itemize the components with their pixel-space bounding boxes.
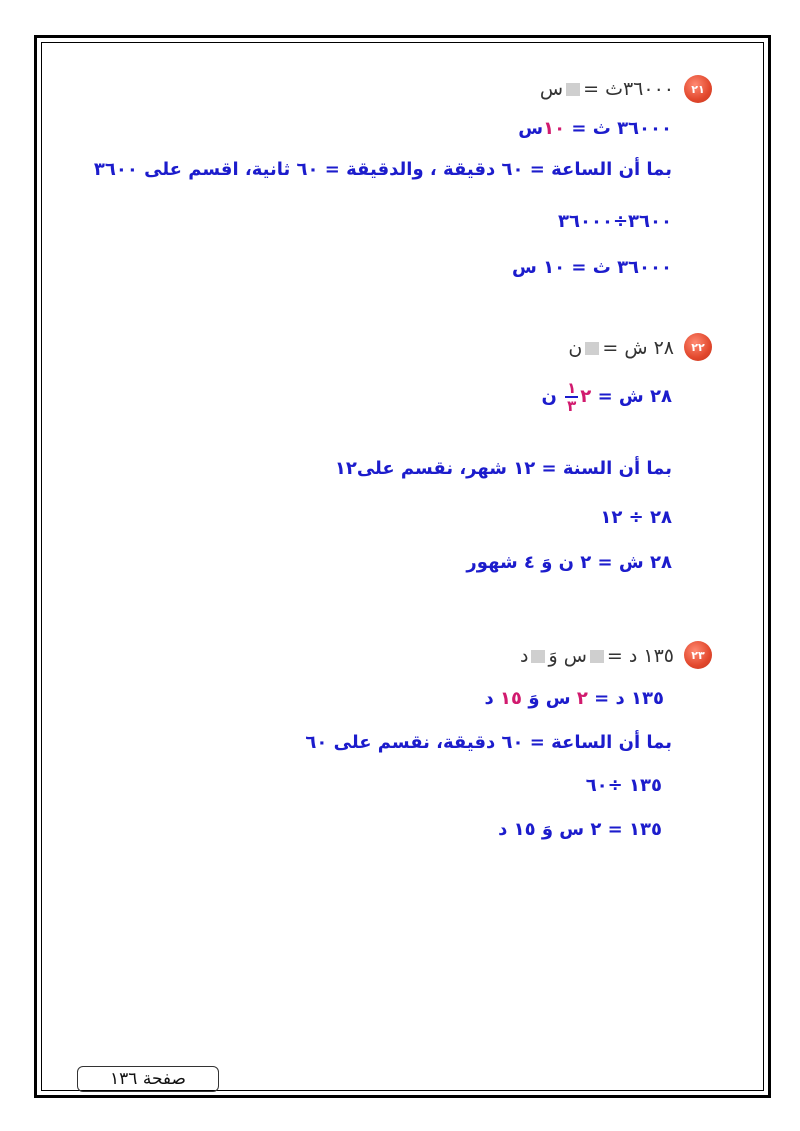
answer-highlight: ١٥ — [500, 688, 523, 709]
result-line: ٢٨ ش = ٢ ن وَ ٤ شهور — [466, 552, 672, 573]
fraction — [565, 380, 578, 414]
fraction-denominator: ٣ — [567, 397, 577, 415]
division-line: ٢٨ ÷ ١٢ — [600, 507, 672, 528]
answer-text: ١٣٥ د = — [594, 688, 664, 709]
explanation-line: بما أن الساعة = ٦٠ دقيقة، نقسم على ٦٠ — [305, 732, 672, 753]
result-line: ١٣٥ = ٢ س وَ ١٥ د — [498, 819, 662, 840]
blank-box — [585, 342, 599, 355]
question-line — [540, 78, 674, 100]
question-right-text: س — [539, 78, 564, 100]
answer-text: ٣٦٠٠٠ ث = — [571, 118, 672, 139]
answer-unit: ن — [541, 386, 557, 407]
question-line — [520, 645, 674, 667]
question-right-text: ن — [568, 337, 583, 359]
problem-number: ٢٣ — [691, 648, 705, 662]
question-line — [568, 337, 674, 359]
problem-number-badge — [684, 641, 712, 669]
problem-number: ٢١ — [691, 82, 705, 96]
answer-line — [518, 118, 672, 139]
question-left-text: ٣٦٠٠٠ث = — [583, 78, 674, 100]
division-line: ١٣٥ ÷٦٠ — [585, 775, 662, 796]
division-line: ٣٦٠٠÷٣٦٠٠٠ — [558, 211, 672, 232]
answer-unit: د — [484, 688, 494, 709]
fraction-numerator: ١ — [567, 379, 577, 397]
answer-text: س وَ — [528, 688, 571, 709]
blank-box — [531, 650, 545, 663]
result-line: ٣٦٠٠٠ ث = ١٠ س — [511, 257, 672, 278]
blank-box — [590, 650, 604, 663]
question-right-text: د — [520, 645, 529, 667]
explanation-line: بما أن السنة = ١٢ شهر، نقسم على١٢ — [334, 458, 672, 479]
answer-line — [541, 380, 672, 414]
answer-unit: س — [518, 118, 544, 139]
question-left-text: ١٣٥ د = — [606, 645, 674, 667]
blank-box — [566, 83, 580, 96]
answer-highlight: ١٠ — [543, 118, 566, 139]
problem-number: ٢٢ — [691, 340, 705, 354]
answer-text: ٢٨ ش = — [597, 386, 672, 407]
explanation-line: بما أن الساعة = ٦٠ دقيقة ، والدقيقة = ٦٠ ثانية، اقسم على ٣٦٠٠ — [93, 159, 672, 180]
problem-number-badge — [684, 75, 712, 103]
answer-line — [485, 688, 664, 709]
mixed-number-whole: ٢ — [580, 386, 592, 407]
question-mid-text: س وَ — [548, 645, 587, 667]
page-number-label: صفحة ١٣٦ — [77, 1066, 219, 1092]
problem-number-badge — [684, 333, 712, 361]
question-left-text: ٢٨ ش = — [602, 337, 674, 359]
answer-highlight: ٢ — [576, 688, 588, 709]
